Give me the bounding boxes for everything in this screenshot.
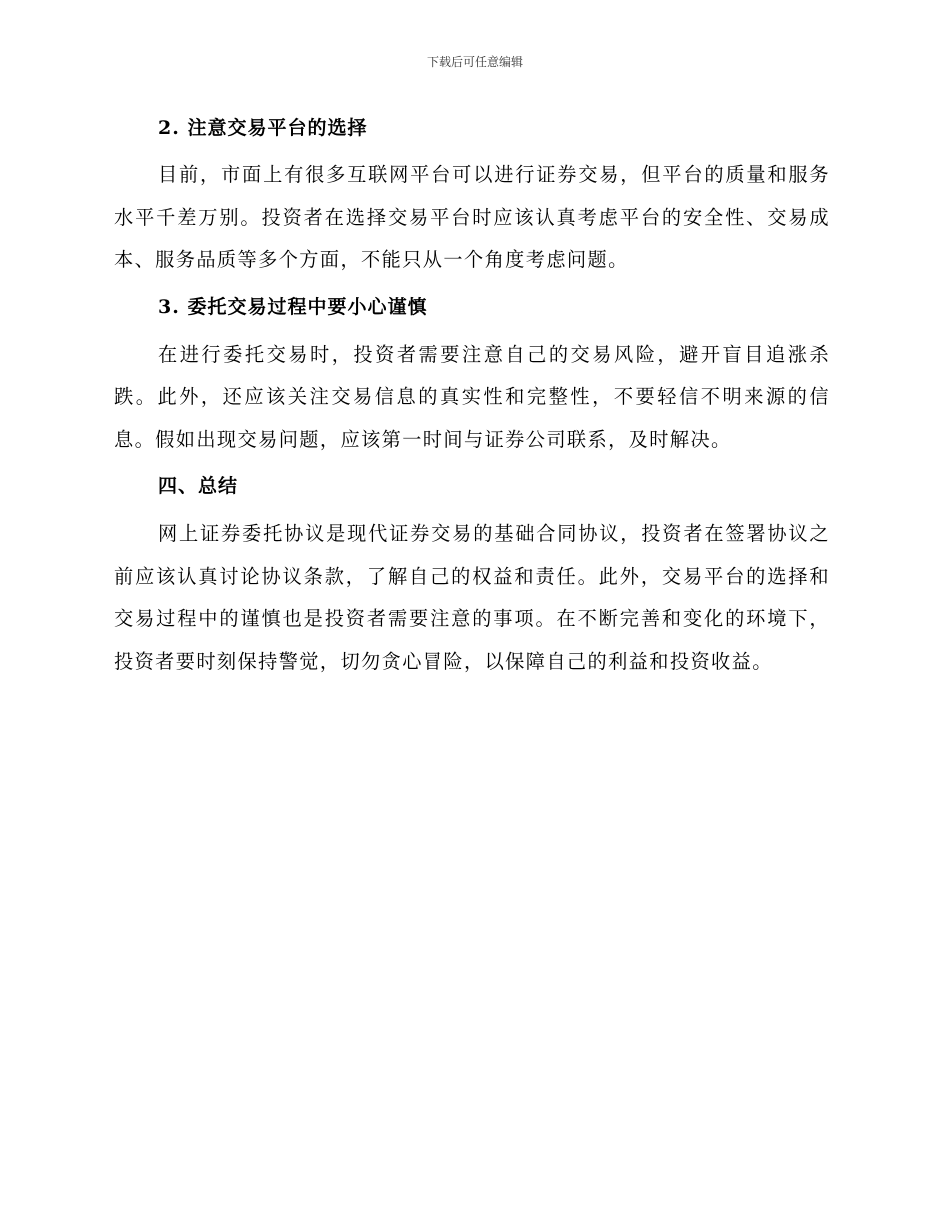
running-header: 下载后可任意编辑	[426, 55, 523, 69]
section-paragraph-careful-trading: 在进行委托交易时，投资者需要注意自己的交易风险，避开盲目追涨杀跌。此外，还应该关注交易信息的真实性和完整性，不要轻信不明来源的信息。假如出现交易问题，应该第一时间与证券公司联系，及时解决。	[114, 342, 830, 451]
section-heading-platform-choice: 2. 注意交易平台的选择	[158, 117, 368, 139]
section-paragraph-summary: 网上证券委托协议是现代证券交易的基础合同协议，投资者在签署协议之前应该认真讨论协议条款，了解自己的权益和责任。此外，交易平台的选择和交易过程中的谨慎也是投资者需要注意的事项。在不断完善和变化的环境下，投资者要时刻保持警觉，切勿贪心冒险，以保障自己的利益和投资收益。	[114, 522, 830, 673]
section-heading-summary: 四、总结	[158, 475, 239, 497]
section-heading-careful-trading: 3. 委托交易过程中要小心谨慎	[158, 295, 428, 318]
document-body	[114, 110, 830, 683]
section-paragraph-platform-choice: 目前，市面上有很多互联网平台可以进行证券交易，但平台的质量和服务水平千差万别。投资者在选择交易平台时应该认真考虑平台的安全性、交易成本、服务品质等多个方面，不能只从一个角度考虑问题。	[114, 163, 830, 271]
